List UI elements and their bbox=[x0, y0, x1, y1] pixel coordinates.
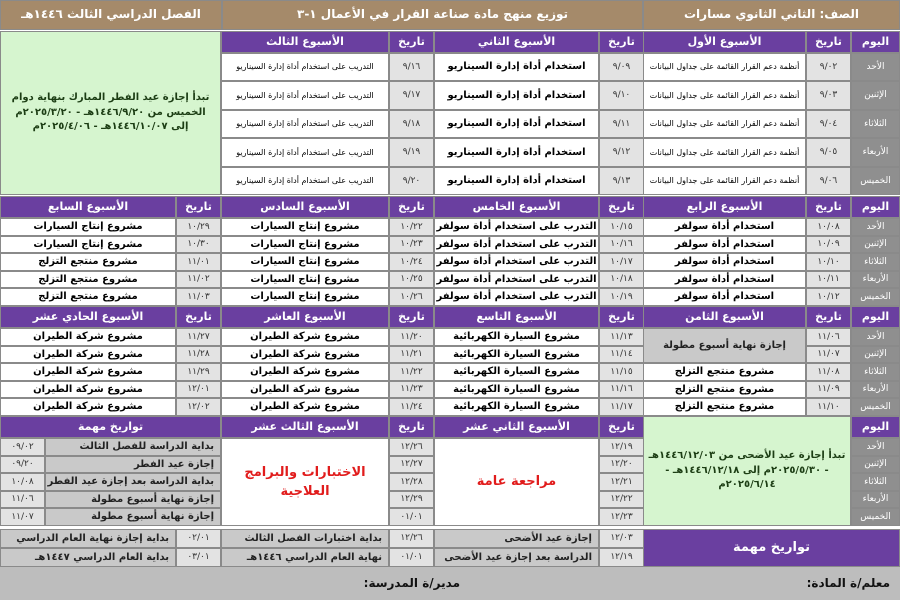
important-date-label: إجازة نهاية أسبوع مطولة bbox=[45, 508, 221, 526]
date-header: تاريخ bbox=[806, 196, 851, 218]
activity-cell: استخدام أداة سولفر bbox=[643, 271, 806, 289]
activity-cell: مشروع السيارة الكهربائية bbox=[434, 363, 599, 381]
activity-cell: استخدام أداة سولفر bbox=[643, 218, 806, 236]
date-cell: ١٠/٢٢ bbox=[389, 218, 434, 236]
day-cell: الخميس bbox=[851, 167, 900, 195]
term-label: الفصل الدراسي الثالث ١٤٤٦هـ bbox=[0, 0, 222, 30]
week-header: الأسبوع السابع bbox=[0, 196, 176, 218]
week-header: الأسبوع الثاني عشر bbox=[434, 416, 599, 438]
week-header: الأسبوع الخامس bbox=[434, 196, 599, 218]
date-cell: ٠١/٠١ bbox=[389, 508, 434, 526]
date-cell: ١٠/٢٤ bbox=[389, 253, 434, 271]
day-header-4: اليوم bbox=[851, 416, 900, 438]
activity-cell: أنظمة دعم القرار القائمة على جداول البيانات bbox=[643, 138, 806, 166]
date-cell: ٩/١٨ bbox=[389, 110, 434, 138]
day-cell: الأربعاء bbox=[851, 381, 900, 399]
date-cell: ١٠/٢٣ bbox=[389, 236, 434, 254]
week-header: الأسبوع الأول bbox=[643, 31, 806, 53]
activity-cell: مشروع شركة الطيران bbox=[0, 328, 176, 346]
week-header: الأسبوع الثامن bbox=[643, 306, 806, 328]
date-cell: ١١/٠٦ bbox=[806, 328, 851, 346]
activity-cell: أنظمة دعم القرار القائمة على جداول البيانات bbox=[643, 81, 806, 109]
date-cell: ١١/١٠ bbox=[806, 398, 851, 416]
important-date-label: بداية الدراسة بعد إجازة عيد الفطر bbox=[45, 473, 221, 491]
week-header: الأسبوع العاشر bbox=[221, 306, 389, 328]
activity-cell: مشروع السيارة الكهربائية bbox=[434, 381, 599, 399]
important-date-value: ١١/٠٧ bbox=[0, 508, 45, 526]
date-cell: ١٠/٠٩ bbox=[806, 236, 851, 254]
activity-cell: مشروع إنتاج السيارات bbox=[221, 271, 389, 289]
date-header: تاريخ bbox=[389, 416, 434, 438]
principal-label: مدير/ة المدرسة: bbox=[363, 575, 460, 590]
date-header: تاريخ bbox=[599, 31, 644, 53]
date-cell: ١١/١٧ bbox=[599, 398, 644, 416]
date-cell: ١٠/١١ bbox=[806, 271, 851, 289]
activity-cell: التدريب على استخدام أداة إدارة السيناريو bbox=[221, 110, 389, 138]
activity-cell: مشروع السيارة الكهربائية bbox=[434, 328, 599, 346]
week-header: الأسبوع التاسع bbox=[434, 306, 599, 328]
date-cell: ١٠/١٠ bbox=[806, 253, 851, 271]
important-date-value: ٠٩/٠٢ bbox=[0, 438, 45, 456]
date-cell: ١١/١٦ bbox=[599, 381, 644, 399]
date-cell: ١١/٢٧ bbox=[176, 328, 221, 346]
bottom-date-label: إجازة عيد الأضحى bbox=[434, 529, 599, 548]
date-cell: ١١/٠١ bbox=[176, 253, 221, 271]
date-cell: ٩/١٧ bbox=[389, 81, 434, 109]
day-cell: الأحد bbox=[851, 328, 900, 346]
date-header: تاريخ bbox=[599, 196, 644, 218]
activity-cell: مشروع السيارة الكهربائية bbox=[434, 346, 599, 364]
date-cell: ١١/٠٧ bbox=[806, 346, 851, 364]
date-cell: ٩/١٠ bbox=[599, 81, 644, 109]
date-header: تاريخ bbox=[176, 196, 221, 218]
date-cell: ١٠/٠٨ bbox=[806, 218, 851, 236]
activity-cell: مشروع منتجع التزلج bbox=[643, 381, 806, 399]
important-date-value: ٠٩/٢٠ bbox=[0, 456, 45, 474]
date-cell: ١١/١٣ bbox=[599, 328, 644, 346]
activity-cell: التدرب على استخدام أداة سولفر bbox=[434, 236, 599, 254]
bottom-date-value: ١٢/١٩ bbox=[599, 548, 644, 567]
activity-cell: استخدام أداة إدارة السيناريو bbox=[434, 81, 599, 109]
activity-cell: مشروع منتجع التزلج bbox=[0, 253, 176, 271]
date-cell: ٩/٠٢ bbox=[806, 53, 851, 81]
activity-cell: مشروع إنتاج السيارات bbox=[221, 236, 389, 254]
date-cell: ٩/٠٦ bbox=[806, 167, 851, 195]
bottom-important-title: تواريخ مهمة bbox=[643, 529, 900, 567]
activity-cell: مشروع شركة الطيران bbox=[221, 328, 389, 346]
bottom-date-label: بداية اختبارات الفصل الثالث bbox=[221, 529, 389, 548]
activity-cell: أنظمة دعم القرار القائمة على جداول البيانات bbox=[643, 167, 806, 195]
date-cell: ٩/٢٠ bbox=[389, 167, 434, 195]
activity-cell: استخدام أداة سولفر bbox=[643, 236, 806, 254]
date-cell: ٩/١٦ bbox=[389, 53, 434, 81]
date-header: تاريخ bbox=[806, 306, 851, 328]
activity-cell: مشروع شركة الطيران bbox=[0, 381, 176, 399]
date-header: تاريخ bbox=[389, 31, 434, 53]
activity-cell: مشروع شركة الطيران bbox=[0, 363, 176, 381]
date-cell: ١٢/٢٧ bbox=[389, 456, 434, 474]
date-cell: ١١/٢٣ bbox=[389, 381, 434, 399]
date-cell: ١١/٠٢ bbox=[176, 271, 221, 289]
day-header-1: اليوم bbox=[851, 31, 900, 53]
day-cell: الأحد bbox=[851, 218, 900, 236]
date-cell: ٩/١٩ bbox=[389, 138, 434, 166]
day-header-3: اليوم bbox=[851, 306, 900, 328]
date-cell: ١٢/٢٩ bbox=[389, 491, 434, 509]
date-cell: ١١/٠٨ bbox=[806, 363, 851, 381]
activity-cell: مشروع منتجع التزلج bbox=[643, 363, 806, 381]
date-cell: ١١/٢٩ bbox=[176, 363, 221, 381]
bottom-date-label: بداية العام الدراسي ١٤٤٧هـ bbox=[0, 548, 176, 567]
activity-cell: مشروع إنتاج السيارات bbox=[221, 218, 389, 236]
date-cell: ١٠/٢٦ bbox=[389, 288, 434, 306]
day-cell: الأربعاء bbox=[851, 491, 900, 509]
important-date-label: إجازة نهاية أسبوع مطولة bbox=[45, 491, 221, 509]
activity-cell: مشروع منتجع التزلج bbox=[643, 398, 806, 416]
important-date-label: إجازة عيد الفطر bbox=[45, 456, 221, 474]
activity-cell: التدريب على استخدام أداة إدارة السيناريو bbox=[221, 53, 389, 81]
date-cell: ١٠/٢٥ bbox=[389, 271, 434, 289]
activity-cell: مشروع إنتاج السيارات bbox=[0, 218, 176, 236]
activity-cell: مشروع شركة الطيران bbox=[221, 363, 389, 381]
date-header: تاريخ bbox=[599, 306, 644, 328]
date-cell: ١٠/١٥ bbox=[599, 218, 644, 236]
date-cell: ١١/١٤ bbox=[599, 346, 644, 364]
date-cell: ٩/٠٥ bbox=[806, 138, 851, 166]
date-cell: ١٢/٢٣ bbox=[599, 508, 644, 526]
day-cell: الثلاثاء bbox=[851, 363, 900, 381]
review-cell: مراجعة عامة bbox=[434, 438, 599, 526]
eid-fitr-note: تبدأ إجازة عيد الفطر المبارك بنهاية دوام الخميس من ١٤٤٦/٩/٢٠هـ - ٢٠٢٥/٣/٢٠م إلى ١٤٤٦/١٠/٠٧هـ - ٢٠٢٥/٤/٠٦م bbox=[0, 31, 221, 195]
important-date-value: ١٠/٠٨ bbox=[0, 473, 45, 491]
eid-adha-note: تبدأ إجازة عيد الأضحى من ١٤٤٦/١٢/٠٣هـ - ٢٠٢٥/٥/٣٠م إلى ١٤٤٦/١٢/١٨هـ - ٢٠٢٥/٦/١٤م bbox=[643, 416, 851, 526]
date-cell: ١٢/٢٢ bbox=[599, 491, 644, 509]
day-header-2: اليوم bbox=[851, 196, 900, 218]
activity-cell: مشروع شركة الطيران bbox=[221, 346, 389, 364]
bottom-date-value: ٠٣/٠١ bbox=[176, 548, 221, 567]
date-cell: ١١/٠٣ bbox=[176, 288, 221, 306]
bottom-date-label: الدراسة بعد إجازة عيد الأضحى bbox=[434, 548, 599, 567]
activity-cell: مشروع إنتاج السيارات bbox=[221, 288, 389, 306]
day-cell: الأحد bbox=[851, 53, 900, 81]
activity-cell: أنظمة دعم القرار القائمة على جداول البيانات bbox=[643, 110, 806, 138]
activity-cell: مشروع إنتاج السيارات bbox=[0, 236, 176, 254]
activity-cell: التدريب على استخدام أداة إدارة السيناريو bbox=[221, 138, 389, 166]
activity-cell: استخدام أداة سولفر bbox=[643, 253, 806, 271]
date-cell: ١٢/٢٨ bbox=[389, 473, 434, 491]
date-header: تاريخ bbox=[599, 416, 644, 438]
bottom-date-value: ١٢/٢٦ bbox=[389, 529, 434, 548]
page-title: توزيع منهج مادة صناعة القرار في الأعمال ١-٣ bbox=[222, 0, 643, 30]
date-cell: ١٢/٢٦ bbox=[389, 438, 434, 456]
activity-cell: مشروع شركة الطيران bbox=[0, 398, 176, 416]
date-cell: ٩/٠٣ bbox=[806, 81, 851, 109]
date-header: تاريخ bbox=[389, 196, 434, 218]
important-dates-header: تواريخ مهمة bbox=[0, 416, 221, 438]
date-cell: ٩/٠٤ bbox=[806, 110, 851, 138]
activity-cell: استخدام أداة إدارة السيناريو bbox=[434, 53, 599, 81]
activity-cell: التدرب على استخدام أداة سولفر bbox=[434, 288, 599, 306]
activity-cell: مشروع شركة الطيران bbox=[221, 398, 389, 416]
date-cell: ١٠/١٧ bbox=[599, 253, 644, 271]
day-cell: الخميس bbox=[851, 508, 900, 526]
activity-cell: استخدام أداة إدارة السيناريو bbox=[434, 110, 599, 138]
day-cell: الثلاثاء bbox=[851, 473, 900, 491]
day-cell: الخميس bbox=[851, 398, 900, 416]
date-cell: ١٠/١٩ bbox=[599, 288, 644, 306]
activity-cell: التدرب على استخدام أداة سولفر bbox=[434, 218, 599, 236]
date-cell: ١٢/٢١ bbox=[599, 473, 644, 491]
date-cell: ٩/١٢ bbox=[599, 138, 644, 166]
holiday-cell: إجازة نهاية أسبوع مطولة bbox=[643, 328, 806, 363]
date-cell: ١١/٢٠ bbox=[389, 328, 434, 346]
activity-cell: استخدام أداة إدارة السيناريو bbox=[434, 167, 599, 195]
activity-cell: مشروع شركة الطيران bbox=[221, 381, 389, 399]
day-cell: الإثنين bbox=[851, 236, 900, 254]
date-cell: ٩/١١ bbox=[599, 110, 644, 138]
day-cell: الأحد bbox=[851, 438, 900, 456]
exams-cell: الاختبارات والبرامج العلاجية bbox=[221, 438, 389, 526]
activity-cell: استخدام أداة سولفر bbox=[643, 288, 806, 306]
week-header: الأسبوع الرابع bbox=[643, 196, 806, 218]
week-header: الأسبوع الحادي عشر bbox=[0, 306, 176, 328]
bottom-date-value: ٠١/٠١ bbox=[389, 548, 434, 567]
bottom-date-label: بداية إجازة نهاية العام الدراسي bbox=[0, 529, 176, 548]
week-header: الأسبوع السادس bbox=[221, 196, 389, 218]
class-label: الصف: الثاني الثانوي مسارات bbox=[643, 0, 900, 30]
week-header: الأسبوع الثالث عشر bbox=[221, 416, 389, 438]
activity-cell: مشروع منتجع التزلج bbox=[0, 271, 176, 289]
activity-cell: مشروع منتجع التزلج bbox=[0, 288, 176, 306]
date-cell: ٩/٠٩ bbox=[599, 53, 644, 81]
important-date-label: بداية الدراسة للفصل الثالث bbox=[45, 438, 221, 456]
teacher-label: معلم/ة المادة: bbox=[806, 575, 890, 590]
activity-cell: مشروع إنتاج السيارات bbox=[221, 253, 389, 271]
day-cell: الإثنين bbox=[851, 346, 900, 364]
day-cell: الثلاثاء bbox=[851, 110, 900, 138]
date-cell: ١١/٢١ bbox=[389, 346, 434, 364]
activity-cell: مشروع شركة الطيران bbox=[0, 346, 176, 364]
date-cell: ١١/٢٢ bbox=[389, 363, 434, 381]
activity-cell: مشروع السيارة الكهربائية bbox=[434, 398, 599, 416]
activity-cell: التدريب على استخدام أداة إدارة السيناريو bbox=[221, 81, 389, 109]
date-cell: ١٢/٠١ bbox=[176, 381, 221, 399]
date-cell: ١٠/١٨ bbox=[599, 271, 644, 289]
date-cell: ١٠/٢٩ bbox=[176, 218, 221, 236]
week-header: الأسبوع الثاني bbox=[434, 31, 599, 53]
day-cell: الإثنين bbox=[851, 456, 900, 474]
date-cell: ١٠/١٦ bbox=[599, 236, 644, 254]
date-cell: ٩/١٣ bbox=[599, 167, 644, 195]
date-header: تاريخ bbox=[176, 306, 221, 328]
activity-cell: استخدام أداة إدارة السيناريو bbox=[434, 138, 599, 166]
date-cell: ١٢/٠٢ bbox=[176, 398, 221, 416]
date-cell: ١٠/٣٠ bbox=[176, 236, 221, 254]
activity-cell: التدرب على استخدام أداة سولفر bbox=[434, 253, 599, 271]
activity-cell: التدريب على استخدام أداة إدارة السيناريو bbox=[221, 167, 389, 195]
date-cell: ١٢/٢٠ bbox=[599, 456, 644, 474]
activity-cell: أنظمة دعم القرار القائمة على جداول البيانات bbox=[643, 53, 806, 81]
date-cell: ١١/١٥ bbox=[599, 363, 644, 381]
important-date-value: ١١/٠٦ bbox=[0, 491, 45, 509]
bottom-date-value: ١٢/٠٣ bbox=[599, 529, 644, 548]
day-cell: الأربعاء bbox=[851, 138, 900, 166]
date-cell: ١١/٢٤ bbox=[389, 398, 434, 416]
bottom-date-value: ٠٢/٠١ bbox=[176, 529, 221, 548]
activity-cell: التدرب على استخدام أداة سولفر bbox=[434, 271, 599, 289]
date-header: تاريخ bbox=[806, 31, 851, 53]
day-cell: الثلاثاء bbox=[851, 253, 900, 271]
day-cell: الإثنين bbox=[851, 81, 900, 109]
date-header: تاريخ bbox=[389, 306, 434, 328]
date-cell: ١١/٠٩ bbox=[806, 381, 851, 399]
date-cell: ١١/٢٨ bbox=[176, 346, 221, 364]
day-cell: الخميس bbox=[851, 288, 900, 306]
date-cell: ١٠/١٢ bbox=[806, 288, 851, 306]
date-cell: ١٢/١٩ bbox=[599, 438, 644, 456]
day-cell: الأربعاء bbox=[851, 271, 900, 289]
bottom-date-label: نهاية العام الدراسي ١٤٤٦هـ bbox=[221, 548, 389, 567]
week-header: الأسبوع الثالث bbox=[221, 31, 389, 53]
